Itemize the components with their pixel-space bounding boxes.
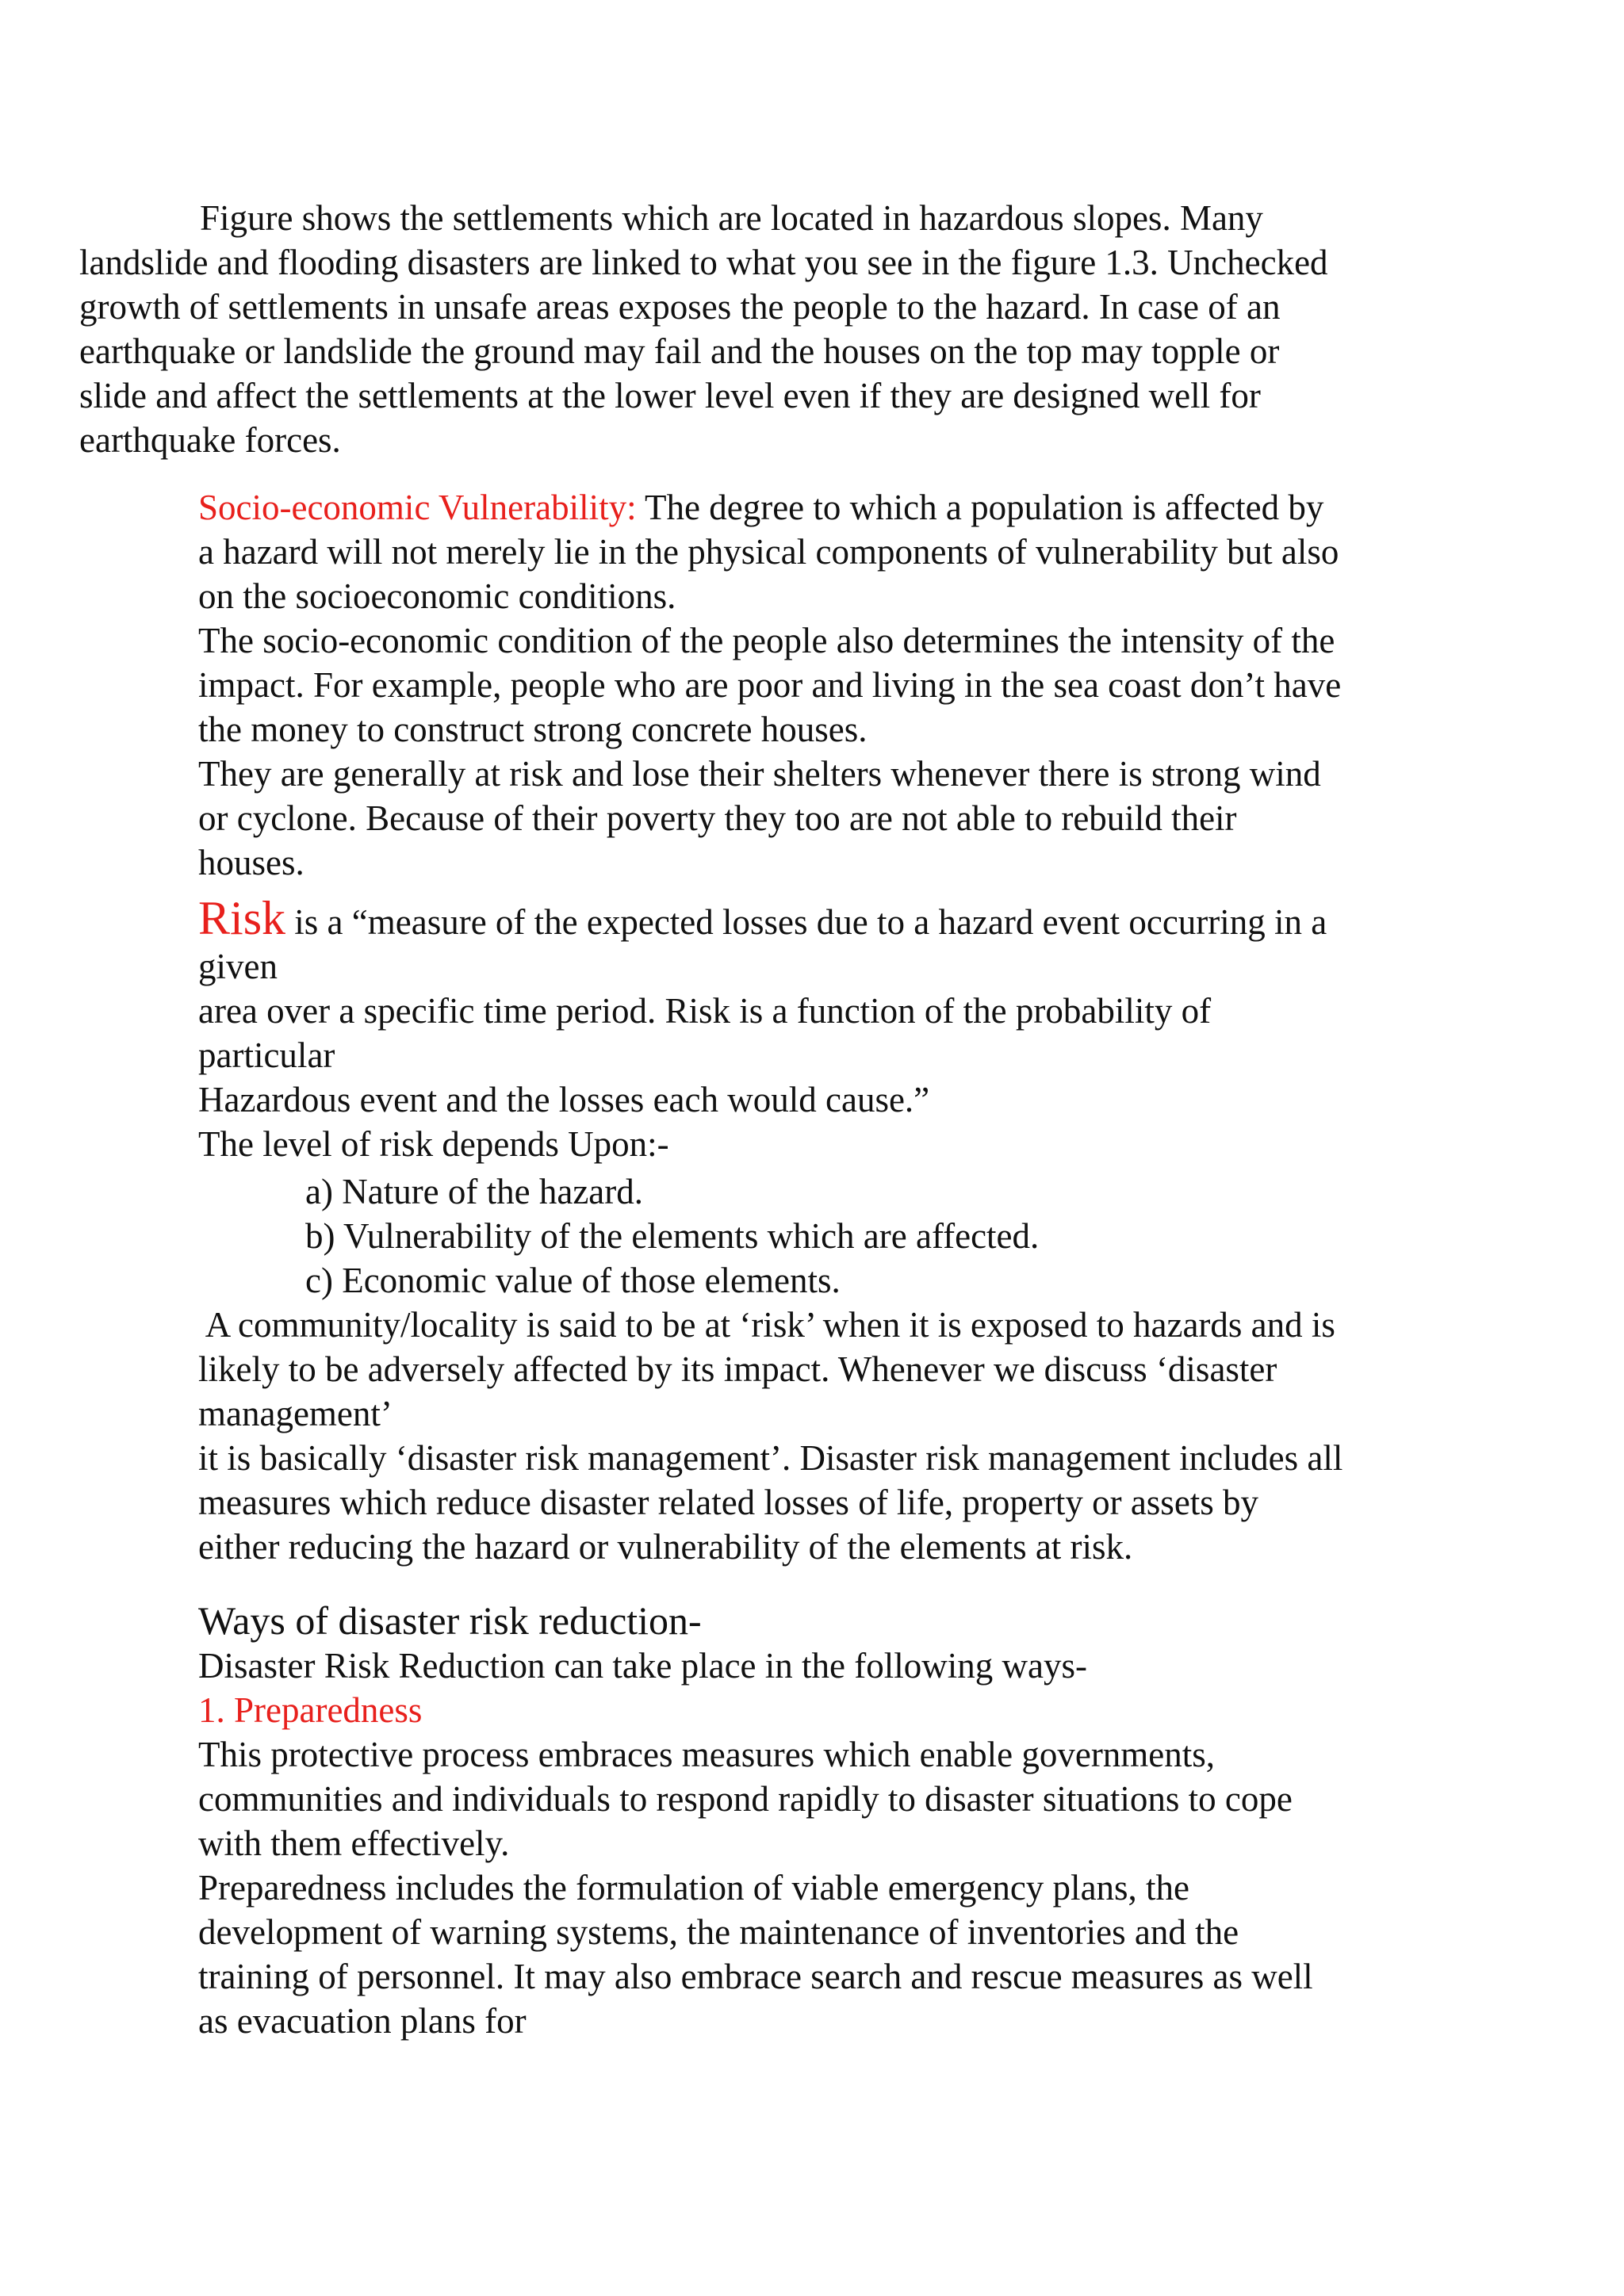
risk-reduction-section <box>198 1598 1435 2043</box>
text-line: Figure shows the settlements which are located in hazardous slopes. Many <box>200 198 1263 238</box>
text-fragment: is a “measure of the expected losses due to a hazard event occurring in a <box>285 902 1327 942</box>
intro-paragraph <box>79 196 1427 462</box>
text-line: particular <box>198 1035 335 1075</box>
socio-economic-paragraph <box>198 485 1435 885</box>
text-line: either reducing the hazard or vulnerability of the elements at risk. <box>198 1527 1133 1567</box>
list-item <box>305 1169 1415 1214</box>
text-line: earthquake or landslide the ground may fail and the houses on the top may topple or <box>79 331 1280 371</box>
socio-economic-label: Socio-economic Vulnerability: <box>198 488 637 527</box>
text-line: Hazardous event and the losses each would cause.” <box>198 1080 930 1119</box>
text-line: communities and individuals to respond rapidly to disaster situations to cope <box>198 1779 1293 1819</box>
text-line <box>198 892 1435 944</box>
text-line: measures which reduce disaster related losses of life, property or assets by <box>198 1483 1259 1522</box>
text-line: houses. <box>198 843 304 882</box>
text-line: Preparedness includes the formulation of viable emergency plans, the <box>198 1868 1190 1908</box>
text-line: The level of risk depends Upon:- <box>198 1124 669 1164</box>
list-marker: c) <box>305 1261 333 1300</box>
list-item-text: Nature of the hazard. <box>342 1172 644 1211</box>
text-fragment: The degree to which a population is affected by <box>636 488 1324 527</box>
text-line: impact. For example, people who are poor and living in the sea coast don’t have <box>198 665 1342 705</box>
list-marker: a) <box>305 1172 333 1211</box>
text-line: They are generally at risk and lose their shelters whenever there is strong wind <box>198 754 1321 794</box>
text-line: the money to construct strong concrete houses. <box>198 710 868 749</box>
text-line: The socio-economic condition of the people also determines the intensity of the <box>198 621 1335 660</box>
text-line: as evacuation plans for <box>198 2001 527 2041</box>
text-line: earthquake forces. <box>79 420 341 460</box>
list-item <box>305 1214 1415 1258</box>
list-item-text: Economic value of those elements. <box>342 1261 841 1300</box>
text-line: given <box>198 947 278 986</box>
community-risk-paragraph <box>198 1303 1435 1569</box>
risk-factors-list <box>305 1169 1415 1303</box>
text-line: This protective process embraces measures which enable governments, <box>198 1735 1216 1774</box>
risk-definition-paragraph <box>198 892 1435 1166</box>
section-heading: Ways of disaster risk reduction- <box>198 1598 702 1643</box>
subsection-heading: 1. Preparedness <box>198 1690 423 1730</box>
text-line: a hazard will not merely lie in the physical components of vulnerability but also <box>198 532 1339 572</box>
risk-term: Risk <box>198 892 286 944</box>
text-line: area over a specific time period. Risk is a function of the probability of <box>198 991 1212 1031</box>
text-line: landslide and flooding disasters are linked to what you see in the figure 1.3. Unchecked <box>79 243 1328 282</box>
text-line: on the socioeconomic conditions. <box>198 576 676 616</box>
text-line: A community/locality is said to be at ‘risk’ when it is exposed to hazards and is <box>198 1305 1335 1345</box>
text-line <box>198 485 1435 530</box>
text-line: growth of settlements in unsafe areas exposes the people to the hazard. In case of an <box>79 287 1281 327</box>
list-item-text: Vulnerability of the elements which are affected. <box>343 1216 1040 1256</box>
text-line: likely to be adversely affected by its impact. Whenever we discuss ‘disaster <box>198 1349 1277 1389</box>
text-line: management’ <box>198 1394 393 1433</box>
text-line: slide and affect the settlements at the lower level even if they are designed well for <box>79 376 1261 415</box>
text-line: or cyclone. Because of their poverty they too are not able to rebuild their <box>198 798 1237 838</box>
text-line: with them effectively. <box>198 1823 510 1863</box>
list-marker: b) <box>305 1216 335 1256</box>
list-item <box>305 1258 1415 1303</box>
text-line: it is basically ‘disaster risk management’. Disaster risk management includes all <box>198 1438 1343 1478</box>
text-line: training of personnel. It may also embrace search and rescue measures as well <box>198 1957 1313 1996</box>
text-line: development of warning systems, the maintenance of inventories and the <box>198 1912 1239 1952</box>
text-line: Disaster Risk Reduction can take place in the following ways- <box>198 1646 1087 1686</box>
